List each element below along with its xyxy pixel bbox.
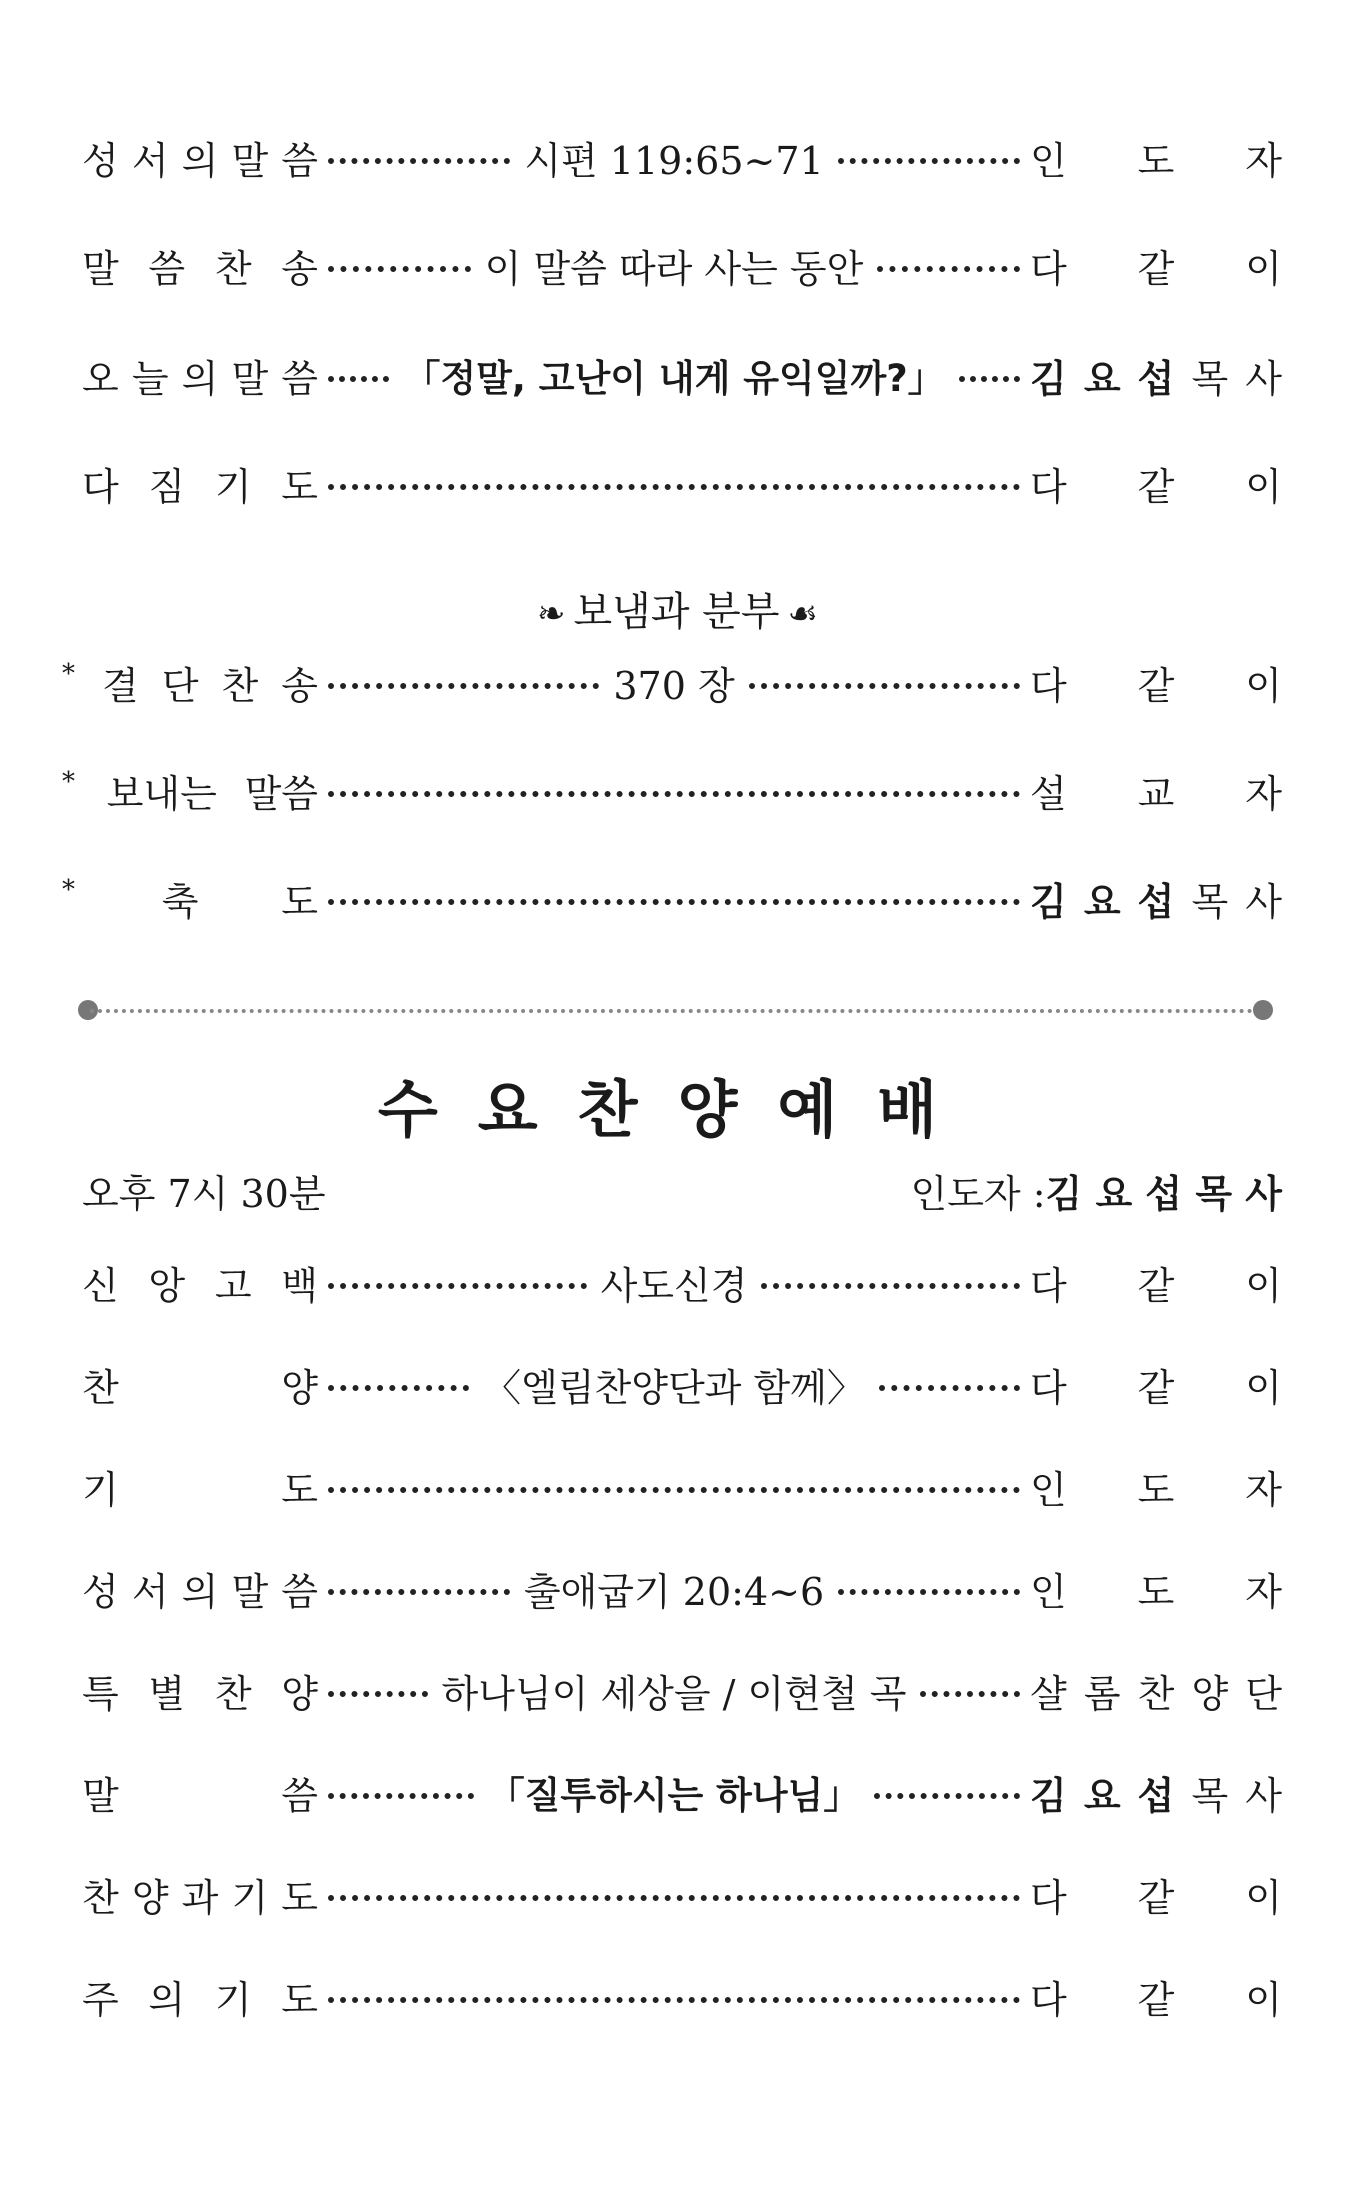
label-char: 양 xyxy=(281,1365,318,1410)
order-label-chars xyxy=(62,763,318,818)
person-char: 김 xyxy=(1030,1773,1067,1818)
label-char: 의 xyxy=(181,1569,219,1614)
person-char: 인 xyxy=(1030,138,1067,183)
dot-leader xyxy=(749,683,1020,689)
order-leader-line xyxy=(328,1765,1020,1819)
order-person xyxy=(1030,1561,1282,1616)
label-char: 씀 xyxy=(281,356,318,401)
label-char: 도 xyxy=(281,1875,318,1920)
person-char: 섭 xyxy=(1137,879,1175,924)
label-char: 늘 xyxy=(131,356,169,401)
leader-name: 김 요 섭 목 사 xyxy=(1045,1171,1282,1216)
person-char: 사 xyxy=(1245,1773,1282,1818)
order-person xyxy=(1030,1765,1282,1820)
label-char: 고 xyxy=(214,1263,252,1308)
person-char: 다 xyxy=(1030,1365,1067,1410)
label-char: 말 xyxy=(82,1773,119,1818)
label-char: 찬 xyxy=(221,663,259,708)
order-content: 출애굽기 20:4~6 xyxy=(523,1569,825,1614)
dot-leader xyxy=(328,1385,469,1391)
divider-dot-right xyxy=(1253,1000,1273,1020)
order-label xyxy=(82,1867,318,1922)
service-leader xyxy=(911,1163,1282,1218)
label-char: 송 xyxy=(281,246,318,291)
label-char: 짐 xyxy=(148,464,186,509)
order-content: 「질투하시는 하나님」 xyxy=(487,1774,861,1817)
person-char: 김 xyxy=(1030,356,1067,401)
label-char: 씀 xyxy=(281,138,318,183)
label-char: 기 xyxy=(214,1977,252,2022)
order-row xyxy=(82,1864,1282,1924)
leader-label: 인도자 : xyxy=(910,1171,1046,1216)
person-char: 찬 xyxy=(1137,1671,1175,1716)
order-label xyxy=(82,1459,318,1514)
order-row xyxy=(82,235,1282,295)
order-row xyxy=(62,760,1282,820)
order-person xyxy=(1030,456,1282,511)
order-leader-line xyxy=(328,1989,1020,2003)
order-label xyxy=(82,1663,318,1718)
order-label-chars xyxy=(82,130,318,185)
label-char: 신 xyxy=(82,1263,119,1308)
dot-leader xyxy=(328,266,471,272)
order-row xyxy=(62,652,1282,712)
order-label-chars xyxy=(82,348,318,403)
label-char: 특 xyxy=(82,1671,119,1716)
order-row xyxy=(82,1558,1282,1618)
person-char: 같 xyxy=(1137,1365,1175,1410)
order-person xyxy=(1030,130,1282,185)
wednesday-service-title: 수요찬양예배 xyxy=(377,1073,978,1146)
sending-title-text: 보냄과 분부 xyxy=(573,589,780,635)
person-char: 교 xyxy=(1137,771,1175,816)
person-char: 자 xyxy=(1245,1467,1282,1512)
dot-leader xyxy=(328,1691,428,1697)
label-char: 기 xyxy=(82,1467,119,1512)
order-row xyxy=(82,1762,1282,1822)
label-char: 찬 xyxy=(82,1365,119,1410)
label-char: 보내는 xyxy=(106,771,217,816)
dot-leader xyxy=(328,791,1020,797)
order-leader-line xyxy=(328,130,1020,185)
person-char: 섭 xyxy=(1137,356,1175,401)
person-char: 도 xyxy=(1137,1569,1175,1614)
person-char: 사 xyxy=(1245,879,1282,924)
label-char: 기 xyxy=(231,1875,269,1920)
person-char: 다 xyxy=(1030,246,1067,291)
person-char: 목 xyxy=(1191,356,1229,401)
label-char: 말 xyxy=(231,138,269,183)
order-content: 〈엘림찬양단과 함께〉 xyxy=(483,1365,865,1410)
label-char: 백 xyxy=(281,1263,318,1308)
order-content: 하나님이 세상을 / 이현철 곡 xyxy=(441,1671,907,1716)
standing-mark: * xyxy=(62,767,75,797)
person-char: 자 xyxy=(1245,1569,1282,1614)
order-label-chars xyxy=(62,655,318,710)
person-char: 단 xyxy=(1245,1671,1282,1716)
person-char: 이 xyxy=(1245,663,1282,708)
label-char: 성 xyxy=(82,1569,119,1614)
order-person xyxy=(1030,1663,1282,1718)
person-char: 요 xyxy=(1083,879,1121,924)
label-char: 단 xyxy=(161,663,199,708)
dot-leader xyxy=(328,1283,587,1289)
person-char: 이 xyxy=(1245,246,1282,291)
order-leader-line xyxy=(328,655,1020,710)
person-char: 설 xyxy=(1030,771,1067,816)
order-label xyxy=(82,1969,318,2024)
order-row xyxy=(62,868,1282,928)
label-char: 과 xyxy=(181,1875,219,1920)
order-person xyxy=(1030,655,1282,710)
person-char: 요 xyxy=(1083,1773,1121,1818)
order-leader-line xyxy=(328,476,1020,490)
dot-leader xyxy=(328,899,1020,905)
person-char: 롬 xyxy=(1083,1671,1121,1716)
label-char: 씀 xyxy=(281,1773,318,1818)
order-leader-line xyxy=(328,348,1020,402)
order-content: 시편 119:65~71 xyxy=(524,138,824,183)
label-char: 성 xyxy=(82,138,119,183)
label-char: 결 xyxy=(102,663,139,708)
order-row xyxy=(82,1660,1282,1720)
order-content: 이 말씀 따라 사는 동안 xyxy=(484,246,864,291)
order-label-chars xyxy=(82,1561,318,1616)
label-char: 앙 xyxy=(148,1263,186,1308)
order-person xyxy=(1030,1969,1282,2024)
dot-leader xyxy=(328,683,599,689)
dot-leader xyxy=(328,484,1020,490)
person-char: 다 xyxy=(1030,464,1067,509)
label-char: 별 xyxy=(148,1671,186,1716)
dot-leader xyxy=(328,158,510,164)
person-char: 자 xyxy=(1245,771,1282,816)
label-char: 말씀 xyxy=(244,771,318,816)
dot-leader xyxy=(328,1793,474,1799)
standing-mark: * xyxy=(62,659,75,689)
order-leader-line xyxy=(328,1663,1020,1718)
order-person xyxy=(1030,238,1282,293)
order-label xyxy=(82,1561,318,1616)
label-char: 축 xyxy=(161,879,199,924)
order-label-chars xyxy=(82,1663,318,1718)
order-person xyxy=(1030,348,1282,403)
label-char: 다 xyxy=(82,464,119,509)
order-person xyxy=(1030,871,1282,926)
person-char: 샬 xyxy=(1030,1671,1067,1716)
person-char: 요 xyxy=(1083,356,1121,401)
person-char: 같 xyxy=(1137,464,1175,509)
dot-leader xyxy=(328,1589,510,1595)
dot-leader xyxy=(874,1793,1020,1799)
label-char: 송 xyxy=(281,663,318,708)
order-leader-line xyxy=(328,891,1020,905)
order-label xyxy=(82,130,318,185)
order-leader-line xyxy=(328,1357,1020,1412)
order-leader-line xyxy=(328,1887,1020,1901)
order-label-chars xyxy=(82,1255,318,1310)
service-time: 오후 7시 30분 xyxy=(82,1171,326,1216)
person-char: 도 xyxy=(1137,138,1175,183)
standing-mark: * xyxy=(62,875,75,905)
person-char: 양 xyxy=(1191,1671,1229,1716)
label-char: 주 xyxy=(82,1977,119,2022)
dot-leader xyxy=(328,1487,1020,1493)
label-char: 양 xyxy=(281,1671,318,1716)
label-char: 찬 xyxy=(214,1671,252,1716)
label-char: 의 xyxy=(181,138,219,183)
person-char: 다 xyxy=(1030,663,1067,708)
person-char: 다 xyxy=(1030,1263,1067,1308)
label-char: 말 xyxy=(82,246,119,291)
person-char: 이 xyxy=(1245,1263,1282,1308)
label-char: 찬 xyxy=(82,1875,119,1920)
label-char: 말 xyxy=(231,1569,269,1614)
order-label xyxy=(82,1765,318,1820)
person-char: 인 xyxy=(1030,1467,1067,1512)
person-char: 목 xyxy=(1191,1773,1229,1818)
divider-line xyxy=(90,1009,1261,1013)
person-char: 같 xyxy=(1137,1263,1175,1308)
order-leader-line xyxy=(328,1561,1020,1616)
label-char: 서 xyxy=(131,1569,169,1614)
order-row xyxy=(82,453,1282,513)
order-person xyxy=(1030,1867,1282,1922)
person-char: 이 xyxy=(1245,464,1282,509)
order-label-chars xyxy=(82,1969,318,2024)
service-info-row xyxy=(82,1160,1282,1220)
order-label-chars xyxy=(62,871,318,926)
order-leader-line xyxy=(328,1479,1020,1493)
order-label xyxy=(62,763,318,818)
order-label-chars xyxy=(82,1459,318,1514)
label-char: 서 xyxy=(131,138,169,183)
person-char: 다 xyxy=(1030,1875,1067,1920)
order-content: 사도신경 xyxy=(600,1263,748,1308)
person-char: 사 xyxy=(1245,356,1282,401)
order-row xyxy=(82,345,1282,405)
dot-leader xyxy=(761,1283,1020,1289)
order-person xyxy=(1030,1357,1282,1412)
label-char: 도 xyxy=(281,1467,318,1512)
person-char: 섭 xyxy=(1137,1773,1175,1818)
ornament-left-icon: ❧ xyxy=(537,594,566,634)
dot-leader xyxy=(877,266,1020,272)
sending-section-title xyxy=(0,580,1355,637)
label-char: 도 xyxy=(281,1977,318,2022)
person-char: 김 xyxy=(1030,879,1067,924)
dot-leader xyxy=(959,376,1020,382)
person-char: 같 xyxy=(1137,1875,1175,1920)
order-label xyxy=(82,456,318,511)
order-label-chars xyxy=(82,238,318,293)
order-row xyxy=(82,127,1282,187)
dot-leader xyxy=(838,1589,1020,1595)
label-char: 의 xyxy=(181,356,219,401)
dot-leader xyxy=(838,158,1020,164)
dot-leader xyxy=(328,376,389,382)
label-char: 의 xyxy=(148,1977,186,2022)
label-char: 말 xyxy=(231,356,269,401)
person-char: 같 xyxy=(1137,246,1175,291)
person-char: 같 xyxy=(1137,1977,1175,2022)
label-char: 찬 xyxy=(214,246,252,291)
dot-leader xyxy=(328,1997,1020,2003)
order-label-chars xyxy=(82,456,318,511)
label-char: 양 xyxy=(131,1875,169,1920)
order-row xyxy=(82,1966,1282,2026)
person-char: 자 xyxy=(1245,138,1282,183)
person-char: 인 xyxy=(1030,1569,1067,1614)
order-label xyxy=(82,1255,318,1310)
label-char: 도 xyxy=(281,464,318,509)
dot-leader xyxy=(879,1385,1020,1391)
person-char: 이 xyxy=(1245,1875,1282,1920)
order-row xyxy=(82,1252,1282,1312)
order-leader-line xyxy=(328,238,1020,293)
order-leader-line xyxy=(328,1255,1020,1310)
label-char: 도 xyxy=(281,879,318,924)
label-char: 씀 xyxy=(148,246,186,291)
label-char: 기 xyxy=(214,464,252,509)
person-char: 다 xyxy=(1030,1977,1067,2022)
person-char: 같 xyxy=(1137,663,1175,708)
person-char: 목 xyxy=(1191,879,1229,924)
dot-leader xyxy=(920,1691,1020,1697)
order-label xyxy=(82,348,318,403)
dot-leader xyxy=(328,1895,1020,1901)
order-label xyxy=(62,655,318,710)
ornament-right-icon: ☙ xyxy=(787,594,818,634)
order-row xyxy=(82,1354,1282,1414)
person-char: 이 xyxy=(1245,1977,1282,2022)
order-label-chars xyxy=(82,1357,318,1412)
section-divider xyxy=(78,1000,1273,1020)
order-row xyxy=(82,1456,1282,1516)
order-person xyxy=(1030,763,1282,818)
order-leader-line xyxy=(328,783,1020,797)
order-label xyxy=(82,238,318,293)
person-char: 도 xyxy=(1137,1467,1175,1512)
person-char: 이 xyxy=(1245,1365,1282,1410)
order-person xyxy=(1030,1459,1282,1514)
label-char: 오 xyxy=(82,356,119,401)
order-label xyxy=(62,871,318,926)
label-char: 씀 xyxy=(281,1569,318,1614)
order-label-chars xyxy=(82,1867,318,1922)
order-content: 「정말, 고난이 내게 유익일까?」 xyxy=(403,357,945,400)
order-content: 370 장 xyxy=(613,663,735,708)
order-person xyxy=(1030,1255,1282,1310)
order-label-chars xyxy=(82,1765,318,1820)
order-label xyxy=(82,1357,318,1412)
